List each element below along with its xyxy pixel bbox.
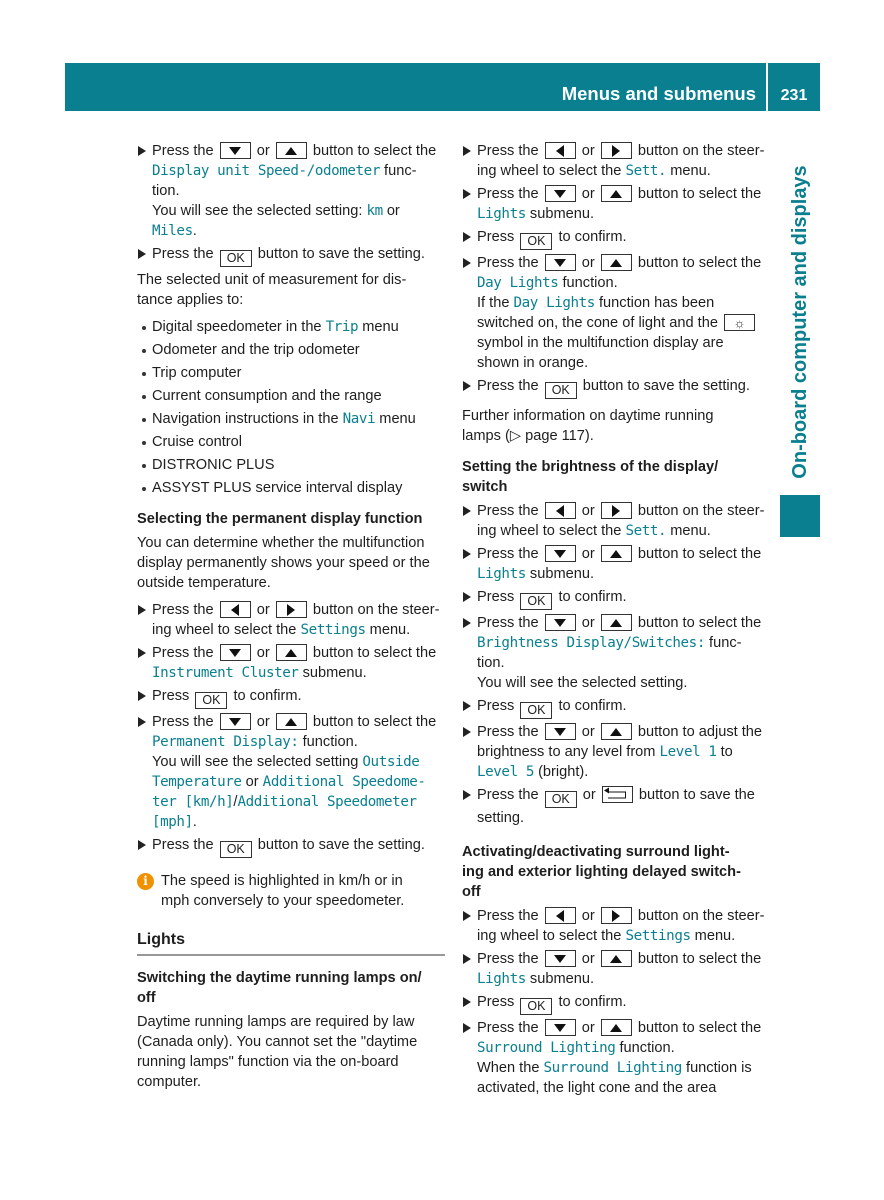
down-key-icon <box>545 1019 576 1036</box>
step-confirm: Press OK to confirm. <box>462 992 770 1015</box>
list-item: DISTRONIC PLUS <box>137 455 445 475</box>
ok-key-icon: OK <box>220 250 252 267</box>
down-key-icon <box>545 950 576 967</box>
down-key-icon <box>545 254 576 271</box>
up-key-icon <box>601 1019 632 1036</box>
step-save-setting: Press the OK button to save the setting. <box>137 835 445 858</box>
step-save-brightness: Press the OK or button to save the setting. <box>462 785 770 828</box>
list-item: Trip computer <box>137 363 445 383</box>
down-key-icon <box>545 723 576 740</box>
step-select-lights: Press the or button to select the Lights submenu. <box>462 184 770 224</box>
step-select-lights: Press the or button to select the Lights submenu. <box>462 544 770 584</box>
down-key-icon <box>545 185 576 202</box>
up-key-icon <box>276 713 307 730</box>
step-select-surround-lighting: Press the or button to select the Surround Lighting function. When the Surround Lighting function is activated, the light cone and the area <box>462 1018 770 1098</box>
list-item: Cruise control <box>137 432 445 452</box>
info-icon: i <box>137 873 154 890</box>
info-note: i The speed is highlighted in km/h or in mph conversely to your speedometer. <box>137 871 445 911</box>
ok-key-icon: OK <box>520 998 552 1015</box>
bullet-list <box>137 317 445 498</box>
up-key-icon <box>276 644 307 661</box>
section-heading: Activating/deactivating surround light- ing and exterior lighting delayed switch- off <box>462 844 741 900</box>
ok-key-icon: OK <box>220 841 252 858</box>
up-key-icon <box>276 142 307 159</box>
right-key-icon <box>601 907 632 924</box>
up-key-icon <box>601 723 632 740</box>
section-heading: Setting the brightness of the display/ switch <box>462 459 719 495</box>
right-key-icon <box>276 601 307 618</box>
left-key-icon <box>545 907 576 924</box>
back-key-icon <box>602 786 633 803</box>
display-term: Display unit Speed-/odometer <box>152 163 380 179</box>
up-key-icon <box>601 545 632 562</box>
list-item: Digital speedometer in the Trip menu <box>137 317 445 337</box>
right-key-icon <box>601 142 632 159</box>
right-column <box>462 141 770 1101</box>
up-key-icon <box>601 254 632 271</box>
left-key-icon <box>545 142 576 159</box>
up-key-icon <box>601 950 632 967</box>
step-save-setting: Press the OK button to save the setting. <box>137 244 445 267</box>
down-key-icon <box>220 644 251 661</box>
ok-key-icon: OK <box>545 791 577 808</box>
step-confirm: Press OK to confirm. <box>462 227 770 250</box>
paragraph: The selected unit of measurement for dis- tance applies to: <box>137 272 407 308</box>
left-column <box>137 141 445 1099</box>
header-title: Menus and submenus <box>561 83 756 104</box>
ok-key-icon: OK <box>545 382 577 399</box>
step-confirm: Press OK to confirm. <box>462 587 770 610</box>
page-header <box>65 63 820 111</box>
step-select-permanent-display: Press the or button to select the Permanent Display: function. You will see the selected setting Outside Temperature or Additional Speedome- ter [km/h]/Additional Speedometer [mph]. <box>137 712 445 832</box>
step-select-settings-menu: Press the or button on the steer- ing wheel to select the Settings menu. <box>137 600 445 640</box>
page-number: 231 <box>780 87 808 104</box>
step-select-settings-menu: Press the or button on the steer- ing wheel to select the Settings menu. <box>462 906 770 946</box>
step-select-sett-menu: Press the or button on the steer- ing wheel to select the Sett. menu. <box>462 501 770 541</box>
paragraph: Daytime running lamps are required by law (Canada only). You cannot set the "daytime running lamps" function via the on-board computer. <box>137 1014 418 1090</box>
side-section-tab <box>780 495 820 537</box>
ok-key-icon: OK <box>195 692 227 709</box>
list-item: ASSYST PLUS service interval display <box>137 478 445 498</box>
right-key-icon <box>601 502 632 519</box>
step-select-instrument-cluster: Press the or button to select the Instrument Cluster submenu. <box>137 643 445 683</box>
up-key-icon <box>601 185 632 202</box>
step-confirm: Press OK to confirm. <box>462 696 770 719</box>
step-select-display-unit: Press the or button to select the Display unit Speed-/odometer func- tion. You will see the selected setting: km or Miles. <box>137 141 445 241</box>
lights-heading: Lights <box>137 929 445 956</box>
side-section-text: On-board computer and displays <box>789 165 811 479</box>
step-select-lights: Press the or button to select the Lights submenu. <box>462 949 770 989</box>
list-item: Navigation instructions in the Navi menu <box>137 409 445 429</box>
side-section-label <box>780 155 820 490</box>
down-key-icon <box>545 614 576 631</box>
step-confirm: Press OK to confirm. <box>137 686 445 709</box>
ok-key-icon: OK <box>520 593 552 610</box>
paragraph: You can determine whether the multifunction display permanently shows your speed or the outside temperature. <box>137 535 430 591</box>
section-heading: Switching the daytime running lamps on/ off <box>137 970 422 1006</box>
step-adjust-brightness: Press the or button to adjust the brightness to any level from Level 1 to Level 5 (bright). <box>462 722 770 782</box>
ok-key-icon: OK <box>520 233 552 250</box>
step-save-setting: Press the OK button to save the setting. <box>462 376 770 399</box>
list-item: Odometer and the trip odometer <box>137 340 445 360</box>
paragraph: Further information on daytime running lamps (▷ page 117). <box>462 408 714 444</box>
section-heading: Selecting the permanent display function <box>137 511 423 527</box>
ok-key-icon: OK <box>520 702 552 719</box>
down-key-icon <box>220 142 251 159</box>
step-select-day-lights: Press the or button to select the Day Lights function. If the Day Lights function has been switched on, the cone of light and the ☼ symbol in the multifunction display are shown in orange. <box>462 253 770 373</box>
left-key-icon <box>220 601 251 618</box>
list-item: Current consumption and the range <box>137 386 445 406</box>
step-select-sett-menu: Press the or button on the steer- ing wheel to select the Sett. menu. <box>462 141 770 181</box>
step-select-brightness: Press the or button to select the Brightness Display/Switches: func- tion. You will see the selected setting. <box>462 613 770 693</box>
left-key-icon <box>545 502 576 519</box>
down-key-icon <box>545 545 576 562</box>
up-key-icon <box>601 614 632 631</box>
light-symbol-icon: ☼ <box>724 314 755 331</box>
down-key-icon <box>220 713 251 730</box>
